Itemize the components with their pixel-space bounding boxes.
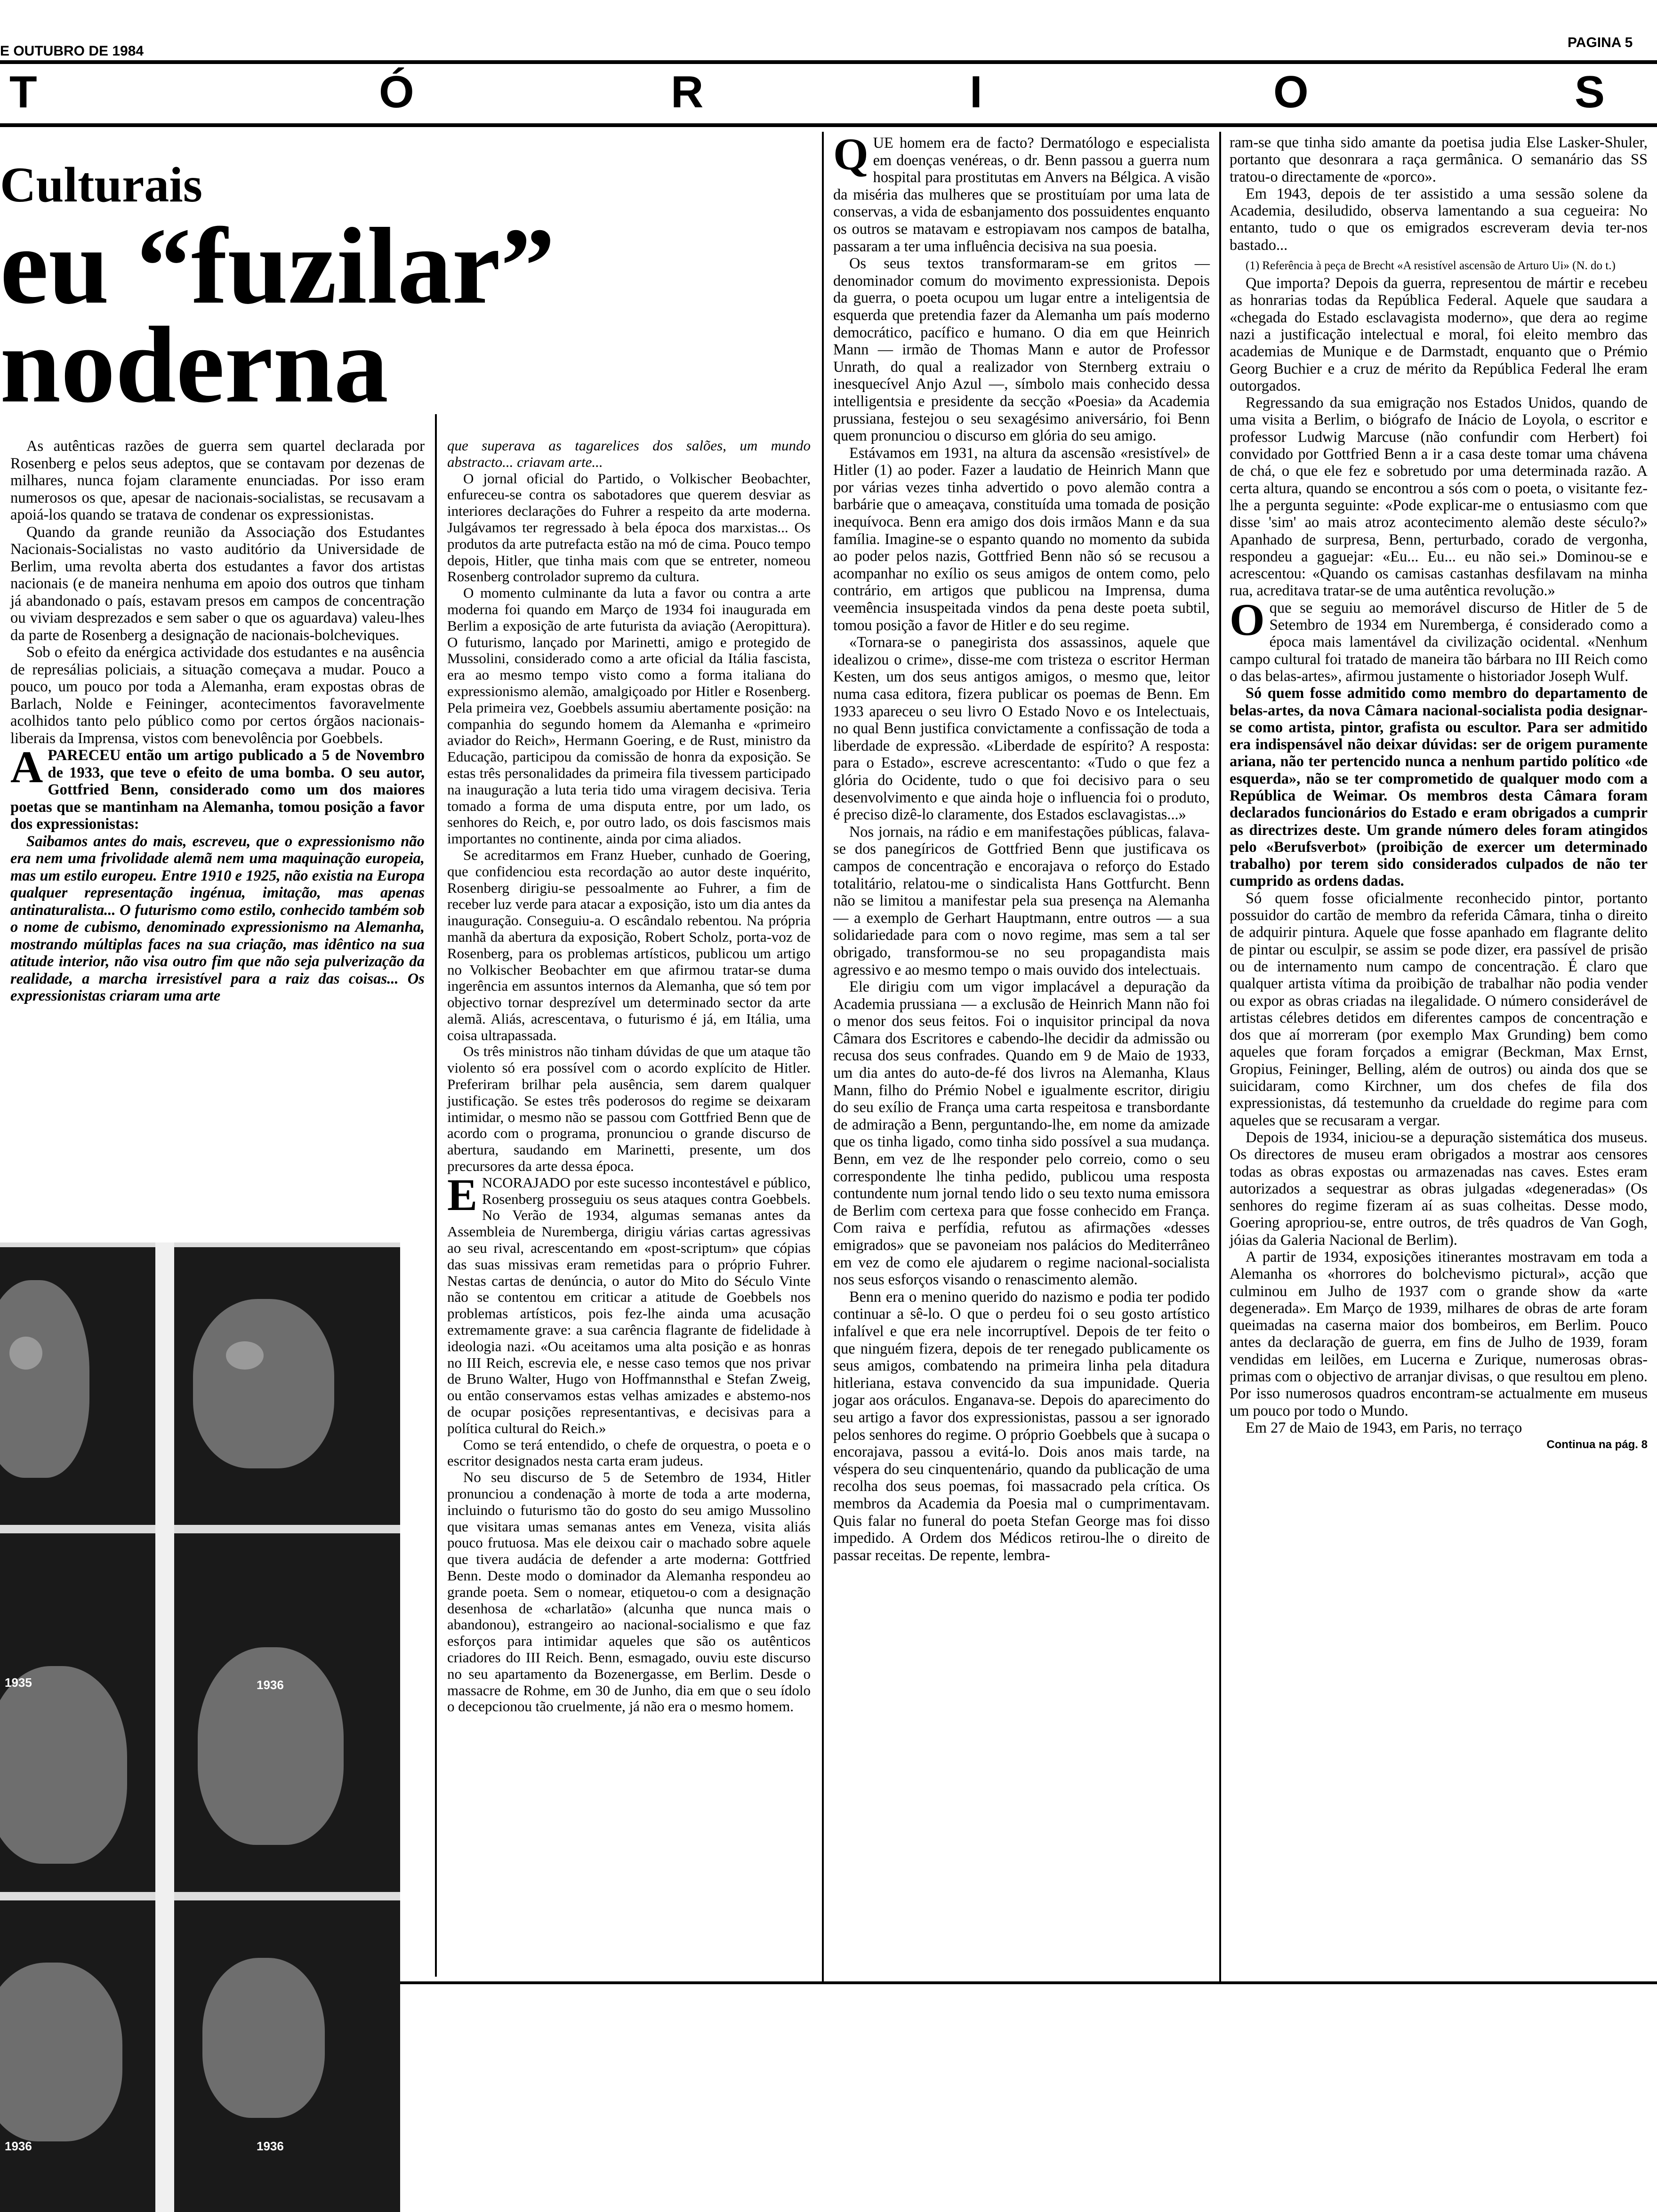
paragraph: «Tornara-se o panegirista dos assassinos, aquele que idealizou o crime», disse-me com tristeza o escritor Herman Kesten, um dos seus antigos amigos, o mesmo que, leitor numa casa editora, fizera publicar os poemas de Benn. Em 1933 apareceu o seu livro O Estado Novo e os Intelectuais, no qual Benn justifica convictamente a confissação de toda a liberdade de expressão. «Liberdade de espírito? A resposta: para o Estado», escreve acrescentanto: «Tudo o que fez a glória do Ocidente, tudo o que foi decisivo para o seu desenvolvimento e que ainda hoje o influencia foi o produto, é preciso dizê-lo claramente, dos Estados esclavagistas...» bbox=[833, 633, 1210, 823]
paragraph: Quando da grande reunião da Associação dos Estudantes Nacionais-Socialistas no vasto auditório da Universidade de Berlim, uma revolta aberta dos estudantes a favor dos artistas nacionais (e de maneira nenhuma em apoio dos outros que tinham já abandonado o país, estavam presos em campos de concentração ou viviam desprezados e sem saber o que os aguardava) valeu-lhes da parte de Rosenberg a designação de nacionais-bolcheviques. bbox=[10, 523, 425, 644]
drop-cap: E bbox=[447, 1169, 478, 1220]
headline-line1: eu “fuzilar” bbox=[0, 206, 555, 327]
paragraph: Como se terá entendido, o chefe de orquestra, o poeta e o escritor designados nesta carta eram judeus. bbox=[447, 1436, 811, 1469]
section-letter-2: Ó bbox=[379, 67, 414, 117]
section-letter-1: T bbox=[9, 67, 37, 117]
paragraph: O momento culminante da luta a favor ou contra a arte moderna foi quando em Março de 1934 foi inaugurada em Berlim a exposição de arte futurista da aviação (Aeropittura). O futurismo, lançado por Marinetti, amigo e protegido de Mussolini, considerado como a arte oficial da Itália fascista, era ao mesmo tempo visto como a forma italiana do expressionismo alemão, amalgiçoado por Hitler e Rosenberg. Pela primeira vez, Goebbels assumiu abertamente posição: na companhia do segundo homem da Alemanha e «primeiro aviador do Reich», Hermann Goering, e de Rust, ministro da Educação, participou da comissão de honra da exposição. Se estas três personalidades da primeira fila tivessem participado na inauguração a luta teria tido uma viragem decisiva. Teria tomado a forma de uma disputa entre, por um lado, os senhores do Reich, e, por outro lado, os dois fascismos mais importantes no continente, ainda por cima aliados. bbox=[447, 585, 811, 847]
paragraph: A partir de 1934, exposições itinerantes mostravam em toda a Alemanha os «horrores do bolchevismo pictural», acção que culminou em Julho de 1937 com o grande show da «arte degenerada». Em Março de 1939, milhares de obras de arte foram queimadas na caserna maior dos bombeiros, em Berlim. Pouco antes da declaração de guerra, em fins de Julho de 1939, foram vendidas em leilões, em Lucerna e Zurique, numerosas obras-primas com o objectivo de arranjar divisas, o que resultou em pleno. Por isso numerosos quadros encontram-se actualmente em museus um pouco por todo o Mundo. bbox=[1230, 1249, 1648, 1419]
paragraph: Em 1943, depois de ter assistido a uma sessão solene da Academia, desiludido, observa lamentando a sua cegueira: No entanto, tudo o que os emigrados escreveram devia ter-nos bastado... bbox=[1230, 185, 1648, 254]
article-column-4 bbox=[1230, 134, 1648, 1454]
footnote: (1) Referência à peça de Brecht «A resistível ascensão de Arturo Ui» (N. do t.) bbox=[1246, 259, 1616, 272]
issue-date: E OUTUBRO DE 1984 bbox=[0, 43, 144, 59]
photo-caption-2: 1936 bbox=[257, 1678, 284, 1692]
photo-caption-4: 1936 bbox=[257, 2139, 284, 2153]
paragraph: Que importa? Depois da guerra, representou de mártir e recebeu as honrarias todas da República Federal. Aquele que saudara a «chegada do Estado esclavagista moderno», que dera ao regime nazi a justificação intelectual e moral, foi eleito membro das academias de Munique e de Darmstadt, enquanto que o Prémio Georg Buchier e a cruz de mérito da República Federal lhe eram outorgados. bbox=[1230, 275, 1648, 394]
column-rule-2 bbox=[822, 132, 824, 1981]
paragraph: Em 27 de Maio de 1943, em Paris, no terraço bbox=[1246, 1419, 1522, 1436]
article-column-1 bbox=[10, 438, 425, 1005]
column-rule-1 bbox=[435, 414, 437, 1977]
drop-cap: O bbox=[1230, 594, 1265, 645]
photo-caption-3: 1936 bbox=[5, 2139, 32, 2153]
paragraph: As autênticas razões de guerra sem quartel declarada por Rosenberg e pelos seus adeptos, que se contavam por dezenas de milhares, nunca fojam claramente enunciadas. Por isso eram numerosos os que, apesar de nacionais-socialistas, se recusavam a apoiá-los quando se tratava de condenar os expressionistas. bbox=[10, 438, 425, 523]
article-column-3 bbox=[833, 129, 1210, 1563]
paragraph: No seu discurso de 5 de Setembro de 1934, Hitler pronunciou a condenação à morte de toda a arte moderna, incluindo o futurismo tão do gosto do seu amigo Mussolino que visitara umas semanas antes em Veneza, visita aliás pouco frutuosa. Mas ele deixou cair o machado sobre aquele que tivera audácia de defender a arte moderna: Gottfried Benn. Deste modo o dominador da Alemanha respondeu ao grande poeta. Sem o nomear, etiquetou-o com a designação desenhosa de «charlatão» (alcunha que nunca mais o abandonou), estrangeiro ao nacional-socialismo e que faz esforços para intimidar aqueles que são os autênticos criadores do III Reich. Benn, esmagado, ouviu este discurso no seu apartamento da Bozenergasse, em Berlim. Desde o massacre de Rohme, em 30 de Junho, dia em que o seu ídolo o decepcionou tão cruelmente, já não era o mesmo homem. bbox=[447, 1469, 811, 1715]
headline-kicker: Culturais bbox=[0, 157, 202, 212]
headline-line2: noderna bbox=[0, 305, 389, 425]
paragraph: Regressando da sua emigração nos Estados Unidos, quando de uma visita a Berlim, o biógrafo de Inácio de Loyola, o escritor e professor Ludwig Marcuse (não confundir com Herbert) foi convidado por Gottfried Benn a ir a casa deste tomar uma chávena de chá, o que ele fez e sobretudo por uma determinada razão. A certa altura, quando se encontrou a sós com o poeta, o visitante fez-lhe a pergunta seguinte: «Pode explicar-me o entusiasmo com que disse 'sim' ao mais atroz acontecimento alemão deste século?» Apanhado de surpresa, Benn, perturbado, corado de vergonha, respondeu a gaguejar: «Eu... Eu... eu não sei.» Dominou-se e acrescentou: «Quando os camisas castanhas desfilavam na minha rua, acreditava tratar-se de uma autêntica revolução.» bbox=[1230, 394, 1648, 600]
top-rule bbox=[0, 60, 1657, 64]
portrait-photo-strip bbox=[0, 1242, 400, 2212]
paragraph: O jornal oficial do Partido, o Volkischer Beobachter, enfureceu-se contra os sabotadores que querem desviar as interiores declarações do Fuhrer a respeito da arte moderna. Julgávamos ter regressado à bela época dos marxistas... Os produtos da arte putrefacta estão na mó de cima. Pouco tempo depois, Hitler, que tinha mais com que se entreter, nomeou Rosenberg controlador supremo da cultura. bbox=[447, 470, 811, 585]
paragraph bbox=[10, 742, 425, 833]
section-letter-6: S bbox=[1575, 67, 1605, 117]
paragraph: Estávamos em 1931, na altura da ascensão «resistível» de Hitler (1) ao poder. Fazer a laudatio de Heinrich Mann que por várias vezes tinha advertido o povo alemão contra a barbárie que o ameaçava, constituída uma tomada de posição inequívoca. Benn era amigo dos dois irmãos Mann e da sua família. Imagine-se o espanto quando no momento da subida ao poder pelos nazis, Gottfried Benn não só se recusou a acompanhar no exílio os seus amigos de ontem como, pelo contrário, em artigos que publicou na Imprensa, duma veemência insuspeitada vindos da pena deste poeta subtil, tomou posição a favor de Hitler e do seu regime. bbox=[833, 444, 1210, 633]
column-rule-3 bbox=[1219, 132, 1221, 1981]
paragraph: Depois de 1934, iniciou-se a depuração sistemática dos museus. Os directores de museu eram obrigados a mostrar aos censores todas as obras expostas ou armazenadas nas caves. Estes eram autorizados a sequestrar as obras julgadas «degeneradas» (Os senhores do regime fizeram aí as suas colheitas. Desse modo, Goering apropriou-se, entre outros, de três quadros de Van Gogh, jóias da Galeria Nacional de Berlim). bbox=[1230, 1129, 1648, 1249]
section-letter-3: R bbox=[671, 67, 704, 117]
paragraph: Nos jornais, na rádio e em manifestações públicas, falava-se dos panegíricos de Gottfried Benn que justificava os campos de concentração e encorajava o reforço do Estado totalitário, relatou-me o sindicalista Hans Gottfurcht. Benn não se limitou a manifestar pela sua presença na Alemanha — a exemplo de Gerhart Hauptmann, entre outros — a sua solidariedade para com o novo regime, mas sem a tal ser obrigado, transformou-se no seu propagandista mais agressivo e ao mesmo tempo o mais ouvido dos intelectuais. bbox=[833, 823, 1210, 978]
paragraph-text: NCORAJADO por este sucesso incontestável e público, Rosenberg prosseguiu os seus ataques contra Goebbels. No Verão de 1934, algumas semanas antes da Assembleia de Nuremberga, dirigiu várias cartas agressivas ao seu rival, acrescentando em «post-scriptum» que cópias das suas missivas eram remetidas para o próprio Fuhrer. Nestas cartas de denúncia, o autor do Mito do Século Vinte não se contentou em criticar a atitude de Goebbels nos problemas artísticos, pois fez-lhe ainda uma acusação extremamente grave: a sua carência flagrante de fidelidade à ideologia nazi. «Ou aceitamos uma alta posição e as honras no III Reich, escrevia ele, e nesse caso temos que nos privar de Bruno Walter, Hugo von Hoffmannsthal e Stefan Zweig, ou então conservamos estas velhas amizades e abstemo-nos de ocupar posições representantivas, e decisivas para a política cultural do Reich.» bbox=[447, 1174, 811, 1436]
section-bar-bottom-rule bbox=[0, 123, 1657, 127]
article-column-2 bbox=[447, 438, 811, 1715]
paragraph: Benn era o menino querido do nazismo e podia ter podido continuar a sê-lo. O que o perdeu foi o seu gosto artístico infalível e que era nele incorruptível. Depois de ter feito o que ninguém fizera, depois de ter renegado publicamente os seus amigos, combatendo na primeira linha pela ditadura hitleriana, estava convencido da sua impunidade. Queria jogar aos oráculos. Enganava-se. Depois do aparecimento do seu artigo a favor dos expressionistas, passou a ser ignorado pelos senhores do regime. O próprio Goebbels que à sucapa o encorajava, passou a evitá-lo. Dois anos mais tarde, na véspera do seu cinquentenário, quando da publicação de uma recolha dos seus poemas, foi massacrado pela crítica. Os membros da Academia da Poesia mal o cumprimentavam. Quis falar no funeral do poeta Stefan George mas foi disso impedido. A Ordem dos Médicos retirou-lhe o direito de passar receitas. De repente, lembra- bbox=[833, 1288, 1210, 1563]
paragraph: Os seus textos transformaram-se em gritos — denominador comum do movimento expressionista. Depois da guerra, o poeta ocupou um lugar entre a inteligentsia de esquerda que pretendia fazer da Alemanha um país moderno democrático, pacífico e humano. O dia em que Heinrich Mann — irmão de Thomas Mann e autor de Professor Unrath, do qual a realizador von Sternberg extraiu o inesquecível Anjo Azul —, símbolo mais conhecido dessa intelligentsia e presidente da secção «Poesia» da Academia prussiana, festejou o seu sexagésimo aniversário, foi Benn quem pronunciou o discurso em glória do seu amigo. bbox=[833, 255, 1210, 444]
page-number: PAGINA 5 bbox=[1568, 35, 1633, 50]
bottom-rule bbox=[398, 1981, 1657, 1984]
paragraph-text: que se seguiu ao memorável discurso de Hitler de 5 de Setembro de 1934 em Nuremberga, é considerado como a época mais lamentável da civilização ocidental. «Nenhum campo cultural foi tratado de maneira tão bárbara no III Reich como o das belas-artes», afirmou justamente o historiador Joseph Wulf. bbox=[1230, 599, 1648, 685]
section-letter-5: O bbox=[1273, 67, 1309, 117]
paragraph-text: UE homem era de facto? Dermatólogo e especialista em doenças venéreas, o dr. Benn passou a guerra num hospital para prostitutas em Anvers na Bélgica. A visão da miséria das mulheres que se prostituíam por uma lata de conservas, a vida de esbanjamento dos possuidentes enquanto os outros se matavam e estropiavam nos campos de batalha, passaram a ter uma influência decisiva na sua poesia. bbox=[833, 134, 1210, 255]
paragraph: ram-se que tinha sido amante da poetisa judia Else Lasker-Shuler, portanto que desonrara a raça germânica. O semanário das SS tratou-o directamente de «porco». bbox=[1230, 134, 1648, 185]
drop-cap: Q bbox=[833, 129, 869, 179]
paragraph: Ele dirigiu com um vigor implacável a depuração da Academia prussiana — a exclusão de Heinrich Mann não foi o menor dos seus feitos. Foi o inquisitor principal da nova Câmara dos Escritores e cabendo-lhe decidir da admissão ou recusa dos seus confrades. Quando em 9 de Maio de 1933, um dia antes do auto-de-fé dos livros na Alemanha, Klaus Mann, filho do Prémio Nobel e igualmente escritor, dirigiu do seu exílio de França uma carta respeitosa e transbordante de admiração a Benn, perguntando-lhe, em nome da amizade que os tinha ligado, como tinha sido possível a sua mudança. Benn, em vez de lhe responder pelo correio, como o seu correspondente lhe tinha pedido, publicou uma resposta contundente num jornal tendo lido o seu texto numa emissora de Berlim com certexa para que fosse conhecido em França. Com raiva e perfídia, refutou as afirmações «desses emigrados» que se pavoneiam nos palácios do Mediterrâneo em vez de como ele ajudarem o regime nacional-socialista nos seus esforços visando o renascimento alemão. bbox=[833, 978, 1210, 1288]
paragraph: que superava as tagarelices dos salões, um mundo abstracto... criavam arte... bbox=[447, 437, 811, 470]
photo-caption-1: 1935 bbox=[5, 1675, 32, 1690]
paragraph: Só quem fosse admitido como membro do departamento de belas-artes, da nova Câmara nacional-socialista podia designar-se como artista, pintor, grafista ou escultor. Para ser admitido era indispensável não deixar dúvidas: ser de origem puramente ariana, não ter pertencido nunca a nenhum partido político «de esquerda», não se ter comprometido de qualquer modo com a República de Weimar. Os membros desta Câmara foram declarados funcionários do Estado e eram obrigados a cumprir as directrizes deste. Um grande número deles foram atingidos pelo «Berufsverbot» (proibição de exercer um determinado trabalho) por terem sido considerados culpados de não ter cumprido as ordens dadas. bbox=[1230, 685, 1648, 890]
drop-cap: A bbox=[10, 742, 43, 792]
paragraph: Só quem fosse oficialmente reconhecido pintor, portanto possuidor do cartão de membro da referida Câmara, tinha o direito de adquirir pintura. Aquele que fosse apanhado em flagrante delito de pintar ou esculpir, se assim se pode dizer, era passível de prisão ou de internamento num campo de concentração. É claro que qualquer artista vítima da proibição de trabalhar não podia vender ou expor as obras criadas na ilegalidade. O número considerável de artistas célebres detidos em diferentes campos de concentração e dos que aí morreram (por exemplo Max Grunding) bem como aqueles que foram forçados a emigrar (Beckman, Max Ernst, Gropius, Feininger, Belling, além de outros) ou ainda dos que se suicidaram, como Kirchner, um dos chefes de fila dos expressionistas, dá testemunho da crueldade do regime para com aqueles que se recusaram a vergar. bbox=[1230, 890, 1648, 1129]
paragraph bbox=[447, 1169, 811, 1437]
paragraph: Sob o efeito da enérgica actividade dos estudantes e na ausência de represálias policiais, a situação começava a mudar. Pouco a pouco, um pouco por toda a Alemanha, eram expostas obras de Barlach, Nolde e Feininger, acontecimentos favoravelmente acolhidos tanto pelo público como por certos órgãos nacionais-liberais da Imprensa, vistos com benevolência por Goebbels. bbox=[10, 644, 425, 747]
paragraph bbox=[1230, 594, 1648, 685]
paragraph: Se acreditarmos em Franz Hueber, cunhado de Goering, que confidenciou esta recordação ao autor deste inquérito, Rosenberg dirigiu-se pessoalmente ao Fuhrer, a fim de receber luz verde para atacar a exposição, isto um dia antes da inauguração. Conseguiu-a. O escândalo rebentou. Na própria manhã da abertura da exposição, Robert Scholz, porta-voz de Rosenberg, para os problemas artísticos, publicou um artigo no Volkischer Beobachter em que afirmou tratar-se duma ingerência em assuntos internos da Alemanha, que só tem por objectivo tornar desprezível um determinado sector da arte alemã. Aliás, acrescentava, o futurismo é já, em Itália, uma coisa ultrapassada. bbox=[447, 846, 811, 1043]
paragraph: Os três ministros não tinham dúvidas de que um ataque tão violento só era possível com o acordo explícito de Hitler. Preferiram brilhar pela ausência, sem darem qualquer justificação. Se estes três poderosos do regime se deixaram intimidar, o mesmo não se passou com Gottfried Benn que de acordo com o programa, pronunciou o grande discurso de abertura, saudando em Marinetti, presente, um dos precursores da arte dessa época. bbox=[447, 1043, 811, 1175]
paragraph-text: PARECEU então um artigo publicado a 5 de Novembro de 1933, que teve o efeito de uma bomba. O seu autor, Gottfried Benn, considerado como um dos maiores poetas que se mantinham na Alemanha, tomou posição a favor dos expressionistas: bbox=[10, 747, 425, 833]
continued-on-page-link[interactable]: Continua na pág. 8 bbox=[1546, 1438, 1648, 1451]
section-letter-4: I bbox=[970, 67, 982, 117]
paragraph bbox=[833, 129, 1210, 255]
benn-quote: Saibamos antes do mais, escreveu, que o expressionismo não era nem uma frivolidade alemã nem uma maquinação europeia, mas um estilo europeu. Entre 1910 e 1925, não existia na Europa qualquer representação ingénua, imitação, mas apenas antinaturalista... O futurismo como estilo, conhecido também sob o nome de cubismo, denominado expressionismo na Alemanha, mostrando múltiplas faces na sua criação, mas idêntico na sua atitude interior, não visa outro fim que não seja pulverização da realidade, a marcha irresistível para a raiz das coisas... Os expressionistas criaram uma arte bbox=[10, 833, 425, 1004]
